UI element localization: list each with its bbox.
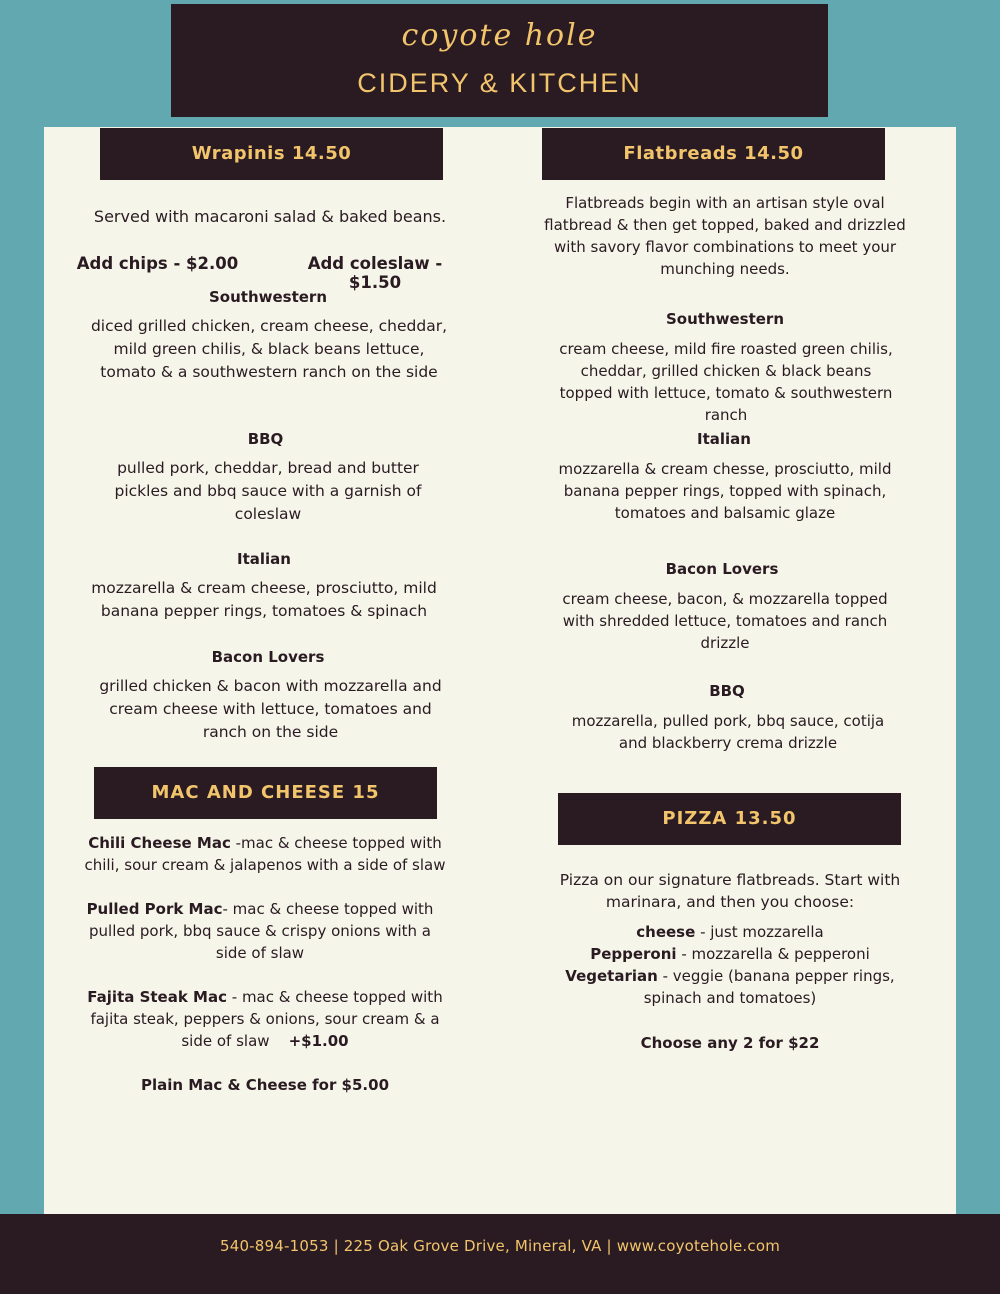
pizza-option-name: Vegetarian xyxy=(565,967,658,985)
wrapini-desc: grilled chicken & bacon with mozzarella and cream cheese with lettuce, tomatoes and ranch on the side xyxy=(99,677,442,741)
flatbreads-intro: Flatbreads begin with an artisan style oval flatbread & then get topped, baked and drizzled with savory flavor combinations to meet your munching needs. xyxy=(544,194,906,278)
flatbread-desc: mozzarella, pulled pork, bbq sauce, cotija and blackberry crema drizzle xyxy=(571,712,885,752)
mac-item-name: Chili Cheese Mac xyxy=(88,834,231,852)
wrapini-desc: diced grilled chicken, cream cheese, cheddar, mild green chilis, & black beans lettuce, tomato & a southwestern ranch on the side xyxy=(90,317,448,381)
contact-info: 540-894-1053 | 225 Oak Grove Drive, Mineral, VA | www.coyotehole.com xyxy=(219,1237,781,1255)
plain-mac-price: Plain Mac & Cheese for $5.00 xyxy=(140,1076,390,1094)
pizza-deal: Choose any 2 for $22 xyxy=(640,1034,820,1052)
mac-and-cheese-header: MAC AND CHEESE 15 xyxy=(94,767,437,819)
mac-item-desc: - mac & cheese topped with fajita steak, peppers & onions, sour cream & a side of slaw xyxy=(90,988,443,1050)
pizza-option-name: Pepperoni xyxy=(590,945,677,963)
mac-item-name: Fajita Steak Mac xyxy=(87,988,227,1006)
pizza-option-desc: - just mozzarella xyxy=(695,923,824,941)
restaurant-subtitle: CIDERY & KITCHEN xyxy=(357,68,642,98)
flatbread-desc: cream cheese, bacon, & mozzarella topped with shredded lettuce, tomatoes and ranch drizzle xyxy=(562,590,888,652)
wrapini-name: Bacon Lovers xyxy=(211,648,325,666)
mac-item-name: Pulled Pork Mac xyxy=(86,900,223,918)
pizza-option xyxy=(560,921,900,943)
flatbread-name: Italian xyxy=(697,430,751,448)
wrapini-name: BBQ xyxy=(247,430,284,448)
wrapini-name: Italian xyxy=(237,550,291,568)
pizza-intro: Pizza on our signature flatbreads. Start with marinara, and then you choose: xyxy=(559,871,901,911)
flatbread-name: Southwestern xyxy=(665,310,784,328)
pizza-option-desc: - mozzarella & pepperoni xyxy=(676,945,870,963)
pizza-option-name: cheese xyxy=(636,923,696,941)
logo-script: coyote hole xyxy=(401,18,598,53)
mac-item xyxy=(80,832,450,876)
footer-bar xyxy=(0,1214,1000,1294)
add-chips: Add chips - $2.00 xyxy=(76,254,239,273)
pizza-header: PIZZA 13.50 xyxy=(558,793,901,845)
flatbread-desc: cream cheese, mild fire roasted green chilis, cheddar, grilled chicken & black beans topped with lettuce, tomato & southwestern ranch xyxy=(559,340,893,424)
pizza-options xyxy=(560,921,900,1009)
wrapini-desc: mozzarella & cream cheese, prosciutto, mild banana pepper rings, tomatoes & spinach xyxy=(91,579,437,620)
wrapinis-intro: Served with macaroni salad & baked beans. xyxy=(93,207,447,226)
pizza-option xyxy=(560,943,900,965)
pizza-option xyxy=(560,965,900,1009)
mac-item xyxy=(85,898,435,964)
wrapini-desc: pulled pork, cheddar, bread and butter pickles and bbq sauce with a garnish of coleslaw xyxy=(114,459,422,523)
wrapini-name: Southwestern xyxy=(208,288,327,306)
add-coleslaw: Add coleslaw - $1.50 xyxy=(307,254,443,292)
flatbread-name: Bacon Lovers xyxy=(665,560,779,578)
mac-item xyxy=(80,986,450,1052)
mac-item-desc: -mac & cheese topped with chili, sour cream & jalapenos with a side of slaw xyxy=(84,834,446,874)
flatbread-desc: mozzarella & cream chesse, prosciutto, mild banana pepper rings, topped with spinach, tomatoes and balsamic glaze xyxy=(558,460,892,522)
flatbreads-header: Flatbreads 14.50 xyxy=(542,128,885,180)
mac-item-desc: - mac & cheese topped with pulled pork, bbq sauce & crispy onions with a side of slaw xyxy=(89,900,434,962)
wrapinis-header: Wrapinis 14.50 xyxy=(100,128,443,180)
mac-item-extra-price: +$1.00 xyxy=(288,1032,349,1050)
pizza-option-desc: - veggie (banana pepper rings, spinach and tomatoes) xyxy=(643,967,895,1007)
flatbread-name: BBQ xyxy=(709,682,745,700)
restaurant-header xyxy=(171,4,828,117)
